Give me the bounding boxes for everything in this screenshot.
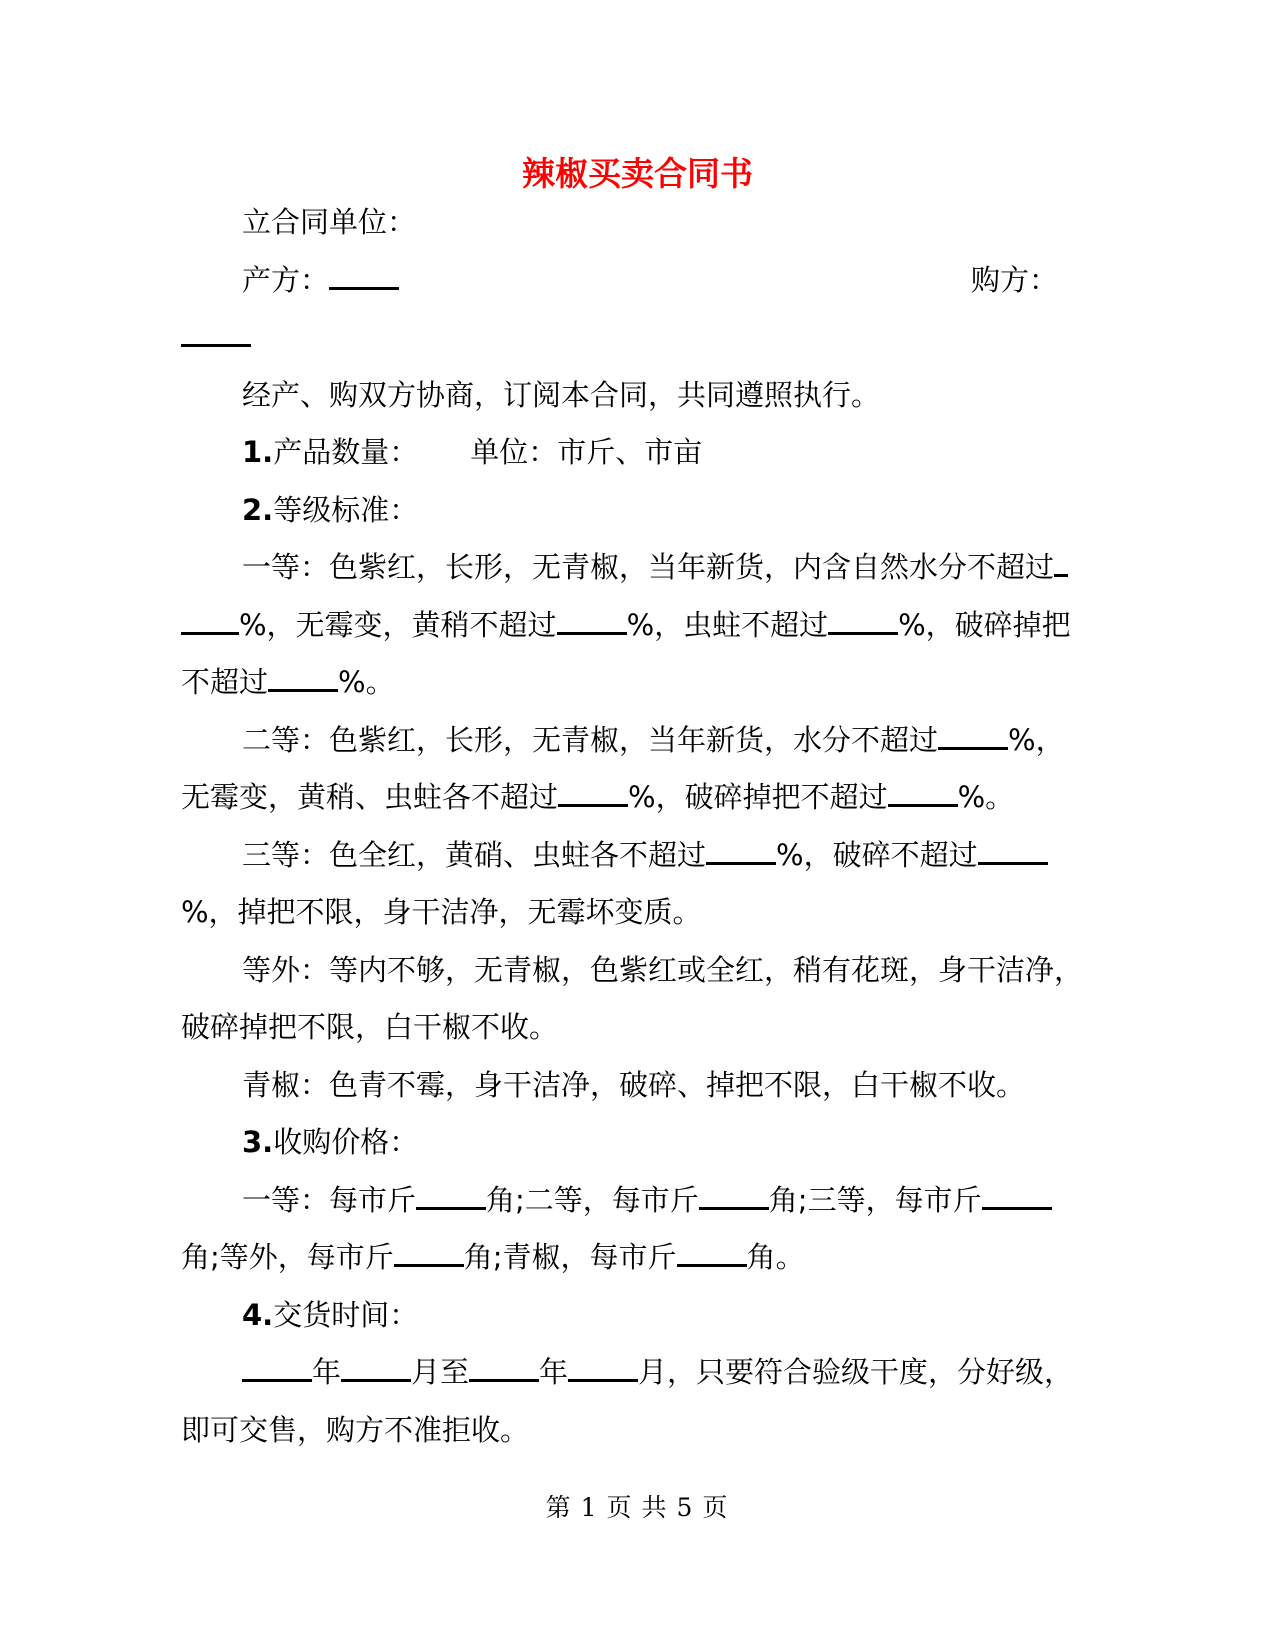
footer-page-number: 1 — [580, 1493, 599, 1522]
price-text-e: 角;青椒，每市斤 — [463, 1240, 677, 1274]
section-2-label: 等级标准： — [273, 492, 419, 527]
delivery-start-month-blank[interactable] — [341, 1378, 411, 1382]
section-2-number: 2. — [242, 492, 274, 527]
grade-1-text-e: %。 — [338, 665, 395, 699]
price-text-c: 角;三等，每市斤 — [768, 1182, 982, 1217]
document-body — [181, 194, 1086, 1459]
buyer-blank[interactable] — [181, 343, 251, 347]
grade-2-text-c: %，破碎掉把不超过 — [628, 780, 888, 814]
grade-2-text-d: %。 — [957, 780, 1015, 814]
section-1-label: 产品数量： — [273, 435, 419, 469]
delivery-end-month-blank[interactable] — [568, 1378, 638, 1382]
price-text-d: 角;等外，每市斤 — [181, 1240, 394, 1274]
section-3-label: 收购价格： — [273, 1125, 419, 1159]
grade-2-water-blank[interactable] — [938, 746, 1008, 750]
price-text-b: 角;二等，每市斤 — [486, 1182, 699, 1217]
grade-out-paragraph: 等外：等内不够，无青椒，色紫红或全红，稍有花斑，身干洁净，破碎掉把不限，白干椒不收。 — [181, 952, 1084, 1044]
seller-field — [242, 252, 399, 310]
price-grade-3-blank[interactable] — [982, 1206, 1052, 1210]
grade-3-broken-blank[interactable] — [978, 861, 1048, 865]
document-title: 辣椒买卖合同书 — [522, 154, 753, 193]
grade-2-text-a: 二等：色紫红，长形，无青椒，当年新货，水分不超过 — [242, 722, 939, 757]
delivery-start-year-blank[interactable] — [242, 1378, 312, 1382]
green-pepper-paragraph: 青椒：色青不霉，身干洁净，破碎、掉把不限，白干椒不收。 — [242, 1067, 1026, 1102]
page-footer — [0, 1488, 1275, 1524]
grade-1-insect-blank[interactable] — [828, 631, 898, 635]
price-grade-2-blank[interactable] — [699, 1206, 769, 1210]
grade-1-text-c: %，虫蛀不超过 — [626, 607, 829, 642]
grade-3-text-c: %，掉把不限，身干洁净，无霉坏变质。 — [181, 895, 702, 929]
party-label: 立合同单位： — [242, 205, 417, 239]
footer-ye-2: 页 — [702, 1493, 730, 1522]
price-out-blank[interactable] — [394, 1263, 464, 1267]
section-4 — [181, 1287, 1086, 1345]
section-4-number: 4. — [242, 1297, 274, 1332]
footer-gong: 共 — [641, 1493, 669, 1522]
parties-row — [181, 252, 1086, 310]
price-grade-1-blank[interactable] — [416, 1206, 486, 1210]
delivery-end-year-blank[interactable] — [469, 1378, 539, 1382]
grade-3-paragraph — [181, 827, 1086, 942]
section-1 — [181, 424, 1086, 482]
grade-1-water-blank-cont[interactable] — [181, 631, 239, 635]
grade-1-paragraph — [181, 539, 1086, 712]
footer-total-pages: 5 — [676, 1493, 695, 1522]
buyer-label: 购方： — [970, 262, 1058, 297]
delivery-month-text: 月，只要符合验级干度，分好级，即可交售，购方不准拒收。 — [181, 1355, 1074, 1447]
grade-2-broken-blank[interactable] — [888, 803, 958, 807]
grade-2-yellow-blank[interactable] — [558, 803, 628, 807]
section-3 — [181, 1114, 1086, 1172]
footer-di: 第 — [545, 1493, 573, 1522]
delivery-paragraph — [181, 1344, 1086, 1459]
grade-1-text-a: 一等：色紫红，长形，无青椒，当年新货，内含自然水分不超过 — [242, 550, 1055, 584]
section-3-number: 3. — [242, 1125, 274, 1159]
delivery-month-to: 月至 — [411, 1355, 470, 1389]
buyer-blank-line — [181, 309, 1086, 367]
price-paragraph — [181, 1172, 1086, 1287]
section-1-number: 1. — [242, 435, 274, 469]
delivery-year-2: 年 — [539, 1355, 569, 1389]
grade-3-yellow-blank[interactable] — [706, 861, 776, 865]
grade-3-text-a: 三等：色全红，黄硝、虫蛀各不超过 — [242, 837, 707, 872]
grade-2-paragraph — [181, 712, 1086, 827]
section-2 — [181, 482, 1086, 540]
grade-3-text-b: %，破碎不超过 — [776, 837, 978, 872]
grade-1-broken-blank[interactable] — [268, 688, 338, 692]
footer-ye: 页 — [606, 1493, 634, 1522]
grade-2-text-b: %，无霉变，黄稍、虫蛀各不超过 — [181, 722, 1065, 814]
seller-blank[interactable] — [329, 286, 399, 290]
grade-1-text-b: %，无霉变，黄稍不超过 — [239, 607, 557, 642]
delivery-year-1: 年 — [312, 1355, 342, 1389]
price-green-blank[interactable] — [677, 1263, 747, 1267]
price-text-f: 角。 — [746, 1240, 805, 1274]
section-1-unit: 单位：市斤、市亩 — [470, 435, 703, 469]
grade-1-text-d: %，破碎掉把不超过 — [181, 607, 1071, 699]
section-4-label: 交货时间： — [273, 1297, 419, 1332]
grade-1-water-blank[interactable] — [1054, 573, 1068, 577]
intro-paragraph: 经产、购双方协商，订阅本合同，共同遵照执行。 — [242, 377, 881, 412]
seller-label: 产方： — [242, 262, 330, 297]
price-text-a: 一等：每市斤 — [242, 1182, 417, 1217]
grade-1-yellow-blank[interactable] — [557, 631, 627, 635]
